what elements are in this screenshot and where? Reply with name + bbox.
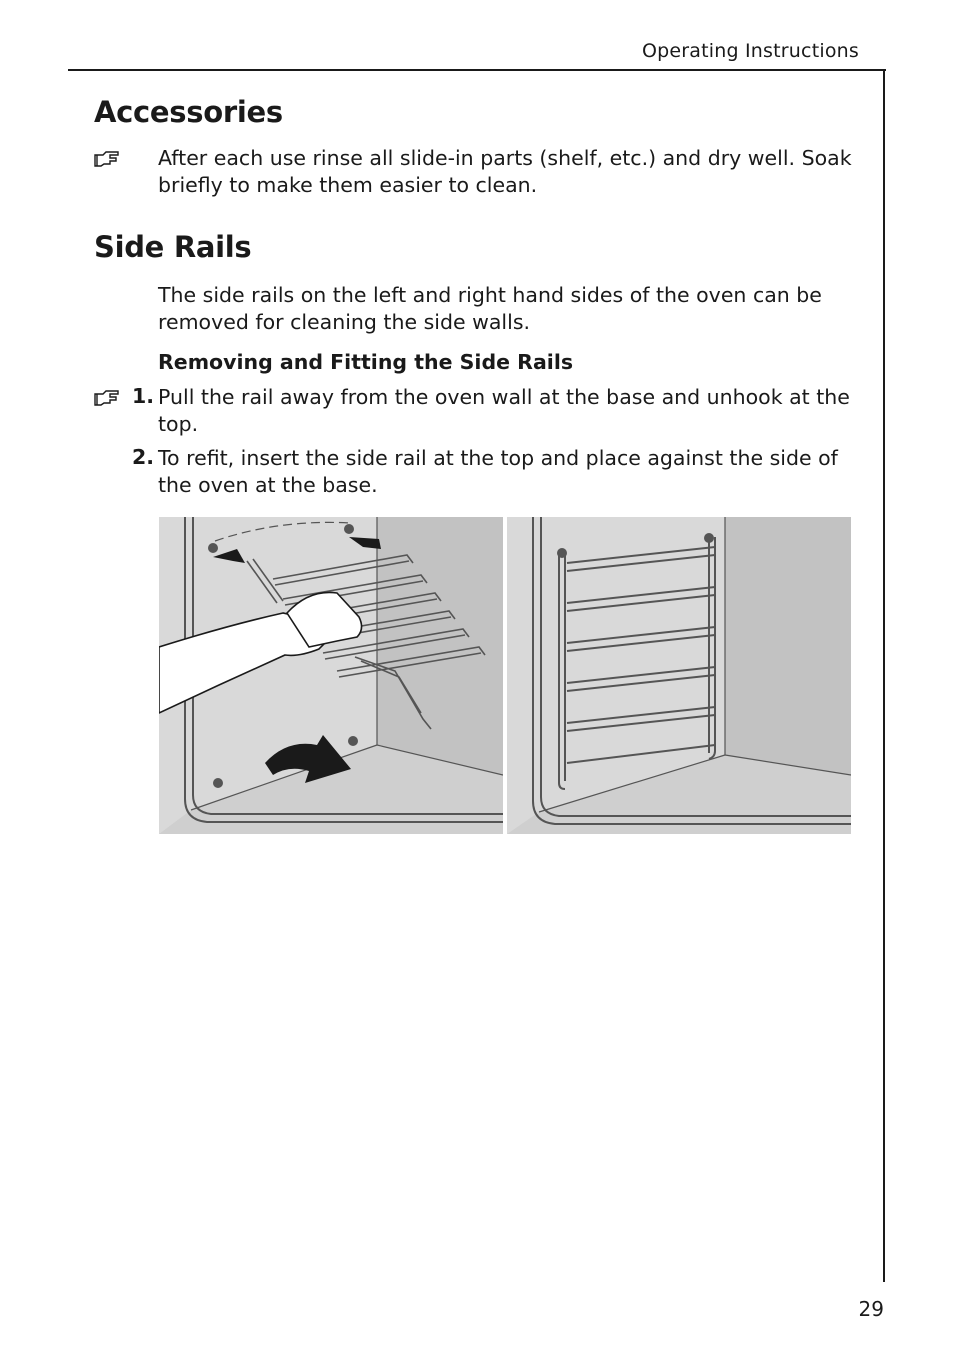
side-rails-heading: Side Rails	[94, 230, 252, 264]
step-number: 1.	[132, 384, 155, 408]
margin-rule	[883, 69, 885, 1282]
side-rails-intro: The side rails on the left and right hand sides of the oven can be removed for cleaning the side walls.	[158, 283, 822, 334]
step-text: To refit, insert the side rail at the top and place against the side of the oven at the base.	[158, 446, 838, 497]
step-number: 2.	[132, 445, 155, 469]
accessories-tip: After each use rinse all slide-in parts (shelf, etc.) and dry well. Soak briefly to make them easier to clean.	[158, 146, 852, 197]
running-header: Operating Instructions	[641, 40, 859, 62]
header-rule	[68, 69, 886, 71]
fitted-side-rail-illustration	[507, 517, 851, 834]
step-text: Pull the rail away from the oven wall at the base and unhook at the top.	[158, 385, 850, 436]
page-number: 29	[858, 1297, 884, 1321]
removing-side-rail-illustration	[159, 517, 503, 834]
pointing-hand-icon	[94, 389, 120, 407]
accessories-heading: Accessories	[94, 95, 283, 129]
removing-fitting-subheading: Removing and Fitting the Side Rails	[158, 350, 574, 374]
pointing-hand-icon	[94, 150, 120, 168]
